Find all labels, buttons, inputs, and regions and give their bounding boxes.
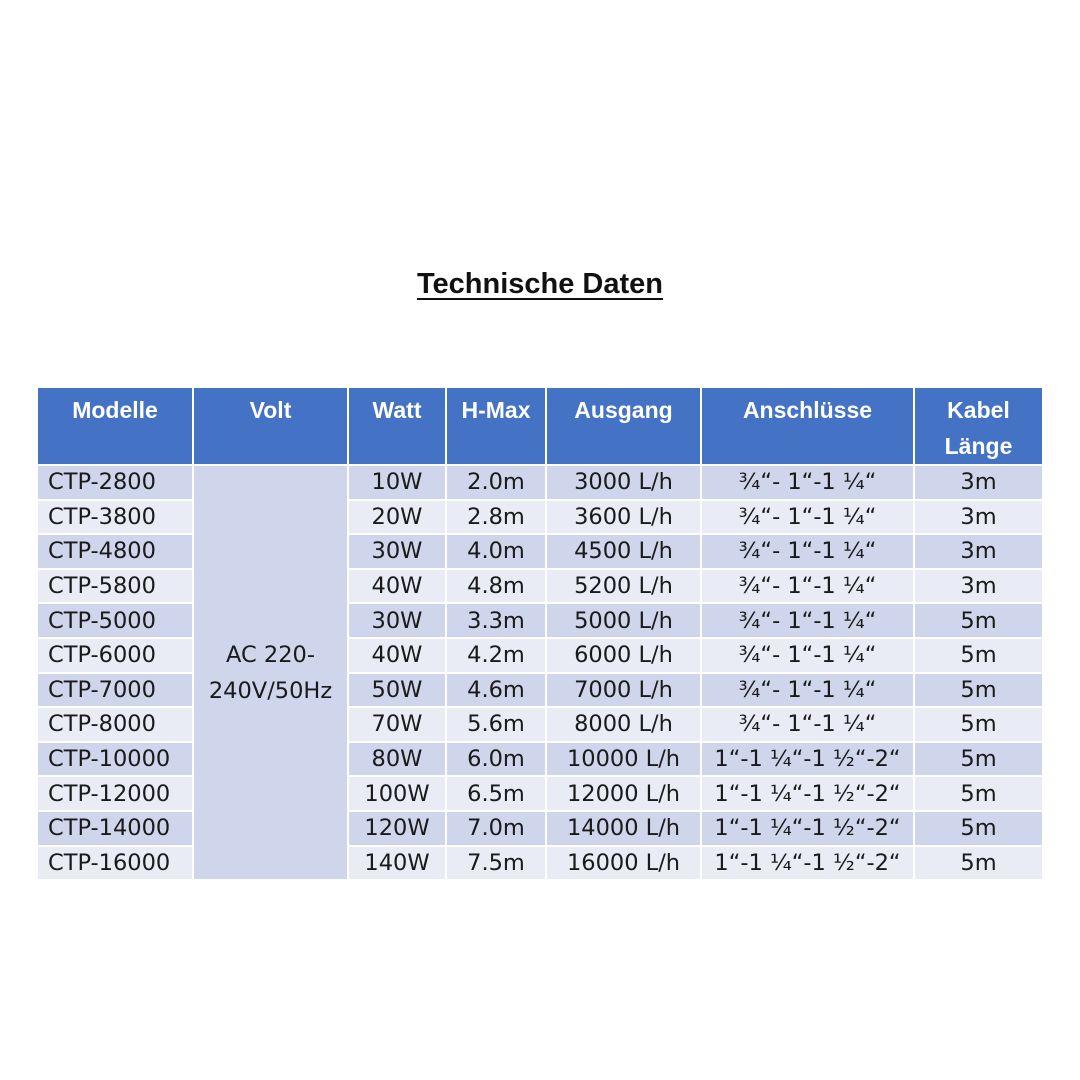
cell-ausgang: 5200 L/h <box>546 569 701 604</box>
table-row <box>38 638 1042 673</box>
cell-model: CTP-7000 <box>38 673 193 708</box>
cell-kabel: 5m <box>914 846 1042 881</box>
cell-volt <box>193 465 348 880</box>
cell-model: CTP-2800 <box>38 465 193 500</box>
cell-model: CTP-14000 <box>38 811 193 846</box>
cell-kabel: 3m <box>914 569 1042 604</box>
cell-model: CTP-10000 <box>38 742 193 777</box>
cell-watt: 10W <box>348 465 446 500</box>
table-row <box>38 811 1042 846</box>
cell-ausgang: 12000 L/h <box>546 776 701 811</box>
cell-kabel: 3m <box>914 534 1042 569</box>
cell-watt: 40W <box>348 638 446 673</box>
cell-hmax: 6.5m <box>446 776 546 811</box>
cell-ausgang: 3600 L/h <box>546 500 701 535</box>
header-kabel-line2: Länge <box>944 433 1013 459</box>
table-row <box>38 603 1042 638</box>
header-kabel-line1: Kabel <box>947 397 1010 423</box>
cell-hmax: 7.5m <box>446 846 546 881</box>
table-row <box>38 707 1042 742</box>
cell-watt: 70W <box>348 707 446 742</box>
cell-kabel: 5m <box>914 707 1042 742</box>
cell-anschluesse: ¾“- 1“-1 ¼“ <box>701 500 914 535</box>
cell-hmax: 7.0m <box>446 811 546 846</box>
cell-hmax: 5.6m <box>446 707 546 742</box>
cell-model: CTP-16000 <box>38 846 193 881</box>
table-row <box>38 465 1042 500</box>
cell-model: CTP-3800 <box>38 500 193 535</box>
table-row <box>38 673 1042 708</box>
cell-watt: 50W <box>348 673 446 708</box>
cell-anschluesse: 1“-1 ¼“-1 ½“-2“ <box>701 811 914 846</box>
cell-anschluesse: ¾“- 1“-1 ¼“ <box>701 569 914 604</box>
header-volt: Volt <box>193 388 348 465</box>
cell-model: CTP-5800 <box>38 569 193 604</box>
cell-anschluesse: 1“-1 ¼“-1 ½“-2“ <box>701 846 914 881</box>
table-row <box>38 534 1042 569</box>
table-row <box>38 569 1042 604</box>
cell-hmax: 4.6m <box>446 673 546 708</box>
table-row <box>38 742 1042 777</box>
cell-watt: 100W <box>348 776 446 811</box>
cell-ausgang: 7000 L/h <box>546 673 701 708</box>
volt-line-2: 240V/50Hz <box>208 677 333 704</box>
cell-anschluesse: ¾“- 1“-1 ¼“ <box>701 673 914 708</box>
table-header-row <box>38 388 1042 465</box>
cell-hmax: 4.0m <box>446 534 546 569</box>
cell-ausgang: 8000 L/h <box>546 707 701 742</box>
cell-model: CTP-4800 <box>38 534 193 569</box>
cell-ausgang: 5000 L/h <box>546 603 701 638</box>
cell-watt: 140W <box>348 846 446 881</box>
cell-watt: 30W <box>348 603 446 638</box>
cell-watt: 40W <box>348 569 446 604</box>
header-ausgang: Ausgang <box>546 388 701 465</box>
cell-ausgang: 6000 L/h <box>546 638 701 673</box>
cell-watt: 120W <box>348 811 446 846</box>
table-body <box>38 465 1042 880</box>
header-modelle: Modelle <box>38 388 193 465</box>
cell-ausgang: 4500 L/h <box>546 534 701 569</box>
header-kabel-laenge <box>914 388 1042 465</box>
cell-model: CTP-12000 <box>38 776 193 811</box>
cell-hmax: 3.3m <box>446 603 546 638</box>
cell-kabel: 3m <box>914 465 1042 500</box>
cell-anschluesse: ¾“- 1“-1 ¼“ <box>701 603 914 638</box>
header-anschluesse: Anschlüsse <box>701 388 914 465</box>
cell-anschluesse: ¾“- 1“-1 ¼“ <box>701 638 914 673</box>
table-row <box>38 846 1042 881</box>
table-row <box>38 500 1042 535</box>
cell-model: CTP-5000 <box>38 603 193 638</box>
cell-kabel: 5m <box>914 776 1042 811</box>
table-row <box>38 776 1042 811</box>
cell-hmax: 2.8m <box>446 500 546 535</box>
cell-watt: 20W <box>348 500 446 535</box>
cell-kabel: 5m <box>914 673 1042 708</box>
cell-anschluesse: ¾“- 1“-1 ¼“ <box>701 534 914 569</box>
header-watt: Watt <box>348 388 446 465</box>
cell-model: CTP-8000 <box>38 707 193 742</box>
cell-watt: 30W <box>348 534 446 569</box>
cell-anschluesse: ¾“- 1“-1 ¼“ <box>701 465 914 500</box>
cell-kabel: 5m <box>914 742 1042 777</box>
cell-hmax: 4.2m <box>446 638 546 673</box>
cell-ausgang: 16000 L/h <box>546 846 701 881</box>
cell-watt: 80W <box>348 742 446 777</box>
spec-table <box>38 388 1042 881</box>
cell-ausgang: 3000 L/h <box>546 465 701 500</box>
cell-hmax: 2.0m <box>446 465 546 500</box>
cell-ausgang: 14000 L/h <box>546 811 701 846</box>
cell-anschluesse: 1“-1 ¼“-1 ½“-2“ <box>701 776 914 811</box>
volt-line-1: AC 220- <box>226 641 315 668</box>
cell-anschluesse: 1“-1 ¼“-1 ½“-2“ <box>701 742 914 777</box>
cell-ausgang: 10000 L/h <box>546 742 701 777</box>
cell-hmax: 6.0m <box>446 742 546 777</box>
page-title: Technische Daten <box>416 268 664 300</box>
cell-model: CTP-6000 <box>38 638 193 673</box>
cell-anschluesse: ¾“- 1“-1 ¼“ <box>701 707 914 742</box>
cell-kabel: 5m <box>914 603 1042 638</box>
cell-kabel: 5m <box>914 638 1042 673</box>
cell-kabel: 5m <box>914 811 1042 846</box>
cell-hmax: 4.8m <box>446 569 546 604</box>
cell-kabel: 3m <box>914 500 1042 535</box>
header-hmax: H-Max <box>446 388 546 465</box>
